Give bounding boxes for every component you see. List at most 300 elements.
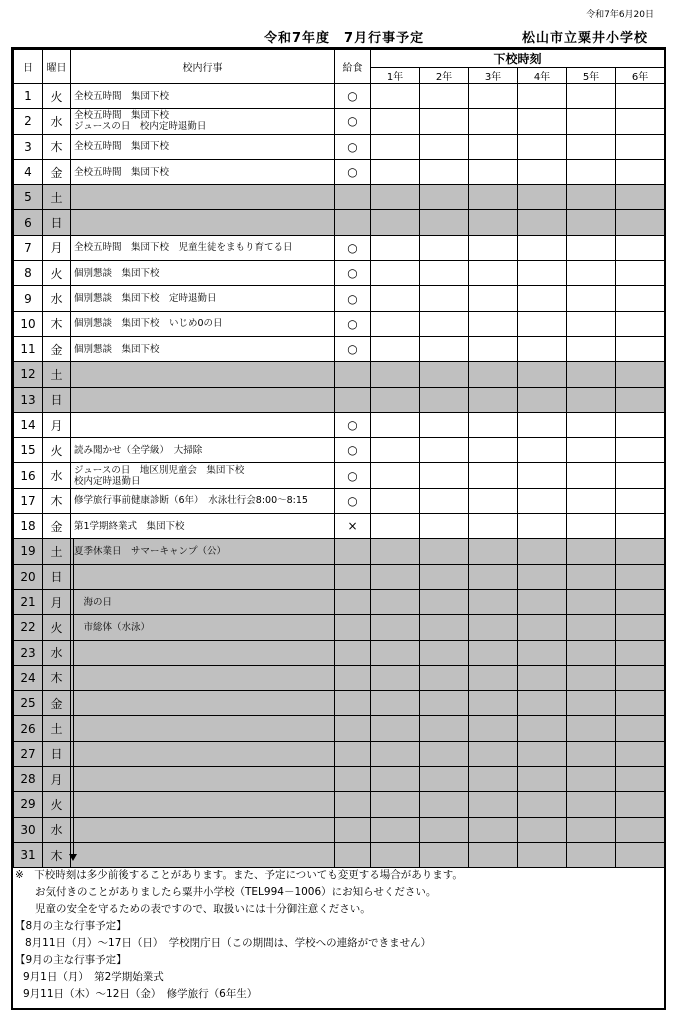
- table-row: [14, 792, 665, 817]
- dismissal-time-cell: [567, 589, 616, 614]
- weekday-cell: 土: [43, 539, 71, 564]
- dismissal-time-cell: [420, 615, 469, 640]
- table-row: [14, 84, 665, 109]
- dismissal-time-cell: [518, 387, 567, 412]
- dismissal-time-cell: [469, 589, 518, 614]
- september-item-1: 9月1日（月） 第2学期始業式: [23, 971, 164, 983]
- dismissal-time-cell: [616, 286, 665, 311]
- event-cell: [71, 463, 335, 488]
- event-cell: [71, 286, 335, 311]
- weekday-cell: 火: [43, 615, 71, 640]
- col-dismissal: 下校時刻: [371, 50, 665, 68]
- dismissal-time-cell: [518, 311, 567, 336]
- event-cell: [71, 792, 335, 817]
- col-grade-3: 3年: [469, 68, 518, 84]
- dismissal-time-cell: [371, 286, 420, 311]
- event-text: 修学旅行事前健康診断（6年） 水泳壮行会8:00～8:15: [74, 495, 308, 507]
- event-cell: [71, 514, 335, 539]
- event-text: 個別懇談 集団下校 定時退勤日: [74, 293, 217, 305]
- dismissal-time-cell: [616, 261, 665, 286]
- dismissal-time-cell: [469, 286, 518, 311]
- dismissal-time-cell: [420, 488, 469, 513]
- day-cell: 13: [14, 387, 43, 412]
- dismissal-time-cell: [616, 741, 665, 766]
- lunch-cell: ○: [335, 412, 371, 437]
- dismissal-time-cell: [616, 336, 665, 361]
- lunch-cell: [335, 589, 371, 614]
- dismissal-time-cell: [469, 362, 518, 387]
- event-text: 市総体（水泳）: [74, 621, 151, 633]
- dismissal-time-cell: [567, 792, 616, 817]
- table-row: [14, 842, 665, 867]
- dismissal-time-cell: [518, 210, 567, 235]
- event-cell: [71, 539, 335, 564]
- dismissal-time-cell: [420, 286, 469, 311]
- dismissal-time-cell: [420, 792, 469, 817]
- lunch-cell: [335, 210, 371, 235]
- dismissal-time-cell: [567, 362, 616, 387]
- event-cell: [71, 336, 335, 361]
- lunch-cell: [335, 842, 371, 867]
- dismissal-time-cell: [420, 109, 469, 134]
- table-row: [14, 159, 665, 184]
- event-cell: [71, 842, 335, 867]
- dismissal-time-cell: [469, 539, 518, 564]
- dismissal-time-cell: [420, 159, 469, 184]
- dismissal-time-cell: [371, 159, 420, 184]
- lunch-cell: ○: [335, 261, 371, 286]
- lunch-cell: [335, 539, 371, 564]
- dismissal-time-cell: [371, 514, 420, 539]
- lunch-cell: [335, 817, 371, 842]
- dismissal-time-cell: [518, 514, 567, 539]
- dismissal-time-cell: [567, 514, 616, 539]
- dismissal-time-cell: [371, 185, 420, 210]
- event-text: ジュースの日 地区別児童会 集団下校: [74, 464, 245, 476]
- dismissal-time-cell: [469, 767, 518, 792]
- dismissal-time-cell: [371, 463, 420, 488]
- dismissal-time-cell: [371, 741, 420, 766]
- dismissal-time-cell: [518, 665, 567, 690]
- weekday-cell: 土: [43, 362, 71, 387]
- dismissal-time-cell: [616, 109, 665, 134]
- dismissal-time-cell: [420, 539, 469, 564]
- weekday-cell: 木: [43, 311, 71, 336]
- issue-date: 令和7年6月20日: [586, 10, 654, 20]
- dismissal-time-cell: [469, 336, 518, 361]
- event-cell: [71, 716, 335, 741]
- day-cell: 16: [14, 463, 43, 488]
- lunch-cell: ○: [335, 235, 371, 260]
- day-cell: 17: [14, 488, 43, 513]
- table-row: [14, 767, 665, 792]
- event-cell: [71, 261, 335, 286]
- dismissal-time-cell: [420, 387, 469, 412]
- dismissal-time-cell: [420, 767, 469, 792]
- dismissal-time-cell: [616, 412, 665, 437]
- september-heading: 【9月の主な行事予定】: [15, 954, 127, 966]
- dismissal-time-cell: [567, 539, 616, 564]
- table-row: [14, 741, 665, 766]
- event-text: 個別懇談 集団下校: [74, 343, 160, 355]
- weekday-cell: 土: [43, 716, 71, 741]
- dismissal-time-cell: [420, 311, 469, 336]
- dismissal-time-cell: [567, 235, 616, 260]
- september-item-2: 9月11日（木）～12日（金） 修学旅行（6年生）: [23, 988, 258, 1000]
- col-grade-5: 5年: [567, 68, 616, 84]
- table-row: [14, 615, 665, 640]
- day-cell: 1: [14, 84, 43, 109]
- dismissal-time-cell: [469, 665, 518, 690]
- dismissal-time-cell: [616, 84, 665, 109]
- table-row: [14, 210, 665, 235]
- day-cell: 14: [14, 412, 43, 437]
- col-grade-4: 4年: [518, 68, 567, 84]
- lunch-cell: ○: [335, 311, 371, 336]
- table-row: [14, 564, 665, 589]
- col-lunch: 給食: [335, 50, 371, 84]
- lunch-cell: [335, 767, 371, 792]
- dismissal-time-cell: [469, 716, 518, 741]
- event-cell: [71, 640, 335, 665]
- table-row: [14, 109, 665, 134]
- event-text: 第1学期終業式 集団下校: [74, 520, 185, 532]
- dismissal-time-cell: [420, 640, 469, 665]
- dismissal-time-cell: [616, 792, 665, 817]
- dismissal-time-cell: [567, 159, 616, 184]
- day-cell: 20: [14, 564, 43, 589]
- holiday-arrow-line: [73, 538, 74, 855]
- lunch-cell: ○: [335, 463, 371, 488]
- day-cell: 23: [14, 640, 43, 665]
- dismissal-time-cell: [518, 261, 567, 286]
- dismissal-time-cell: [371, 84, 420, 109]
- weekday-cell: 水: [43, 109, 71, 134]
- dismissal-time-cell: [616, 615, 665, 640]
- dismissal-time-cell: [420, 514, 469, 539]
- dismissal-time-cell: [371, 336, 420, 361]
- table-row: [14, 412, 665, 437]
- august-item-1: 8月11日（月）～17日（日） 学校閉庁日（この期間は、学校への連絡ができません）: [25, 937, 432, 949]
- dismissal-time-cell: [371, 134, 420, 159]
- school-name: 松山市立粟井小学校: [522, 31, 649, 46]
- event-cell: [71, 665, 335, 690]
- lunch-cell: [335, 716, 371, 741]
- dismissal-time-cell: [518, 235, 567, 260]
- schedule-table: [13, 49, 665, 868]
- lunch-cell: ○: [335, 134, 371, 159]
- day-cell: 24: [14, 665, 43, 690]
- dismissal-time-cell: [567, 564, 616, 589]
- holiday-arrow-head: [69, 854, 77, 861]
- lunch-cell: [335, 640, 371, 665]
- dismissal-time-cell: [371, 615, 420, 640]
- lunch-cell: [335, 741, 371, 766]
- dismissal-time-cell: [469, 261, 518, 286]
- event-text: 全校五時間 集団下校 児童生徒をまもり育てる日: [74, 242, 293, 254]
- event-cell: [71, 362, 335, 387]
- dismissal-time-cell: [567, 691, 616, 716]
- lunch-cell: [335, 792, 371, 817]
- weekday-cell: 火: [43, 438, 71, 463]
- dismissal-time-cell: [469, 134, 518, 159]
- dismissal-time-cell: [420, 438, 469, 463]
- dismissal-time-cell: [616, 134, 665, 159]
- dismissal-time-cell: [616, 640, 665, 665]
- table-row: [14, 488, 665, 513]
- event-cell: [71, 159, 335, 184]
- weekday-cell: 土: [43, 185, 71, 210]
- day-cell: 27: [14, 741, 43, 766]
- weekday-cell: 金: [43, 514, 71, 539]
- dismissal-time-cell: [371, 311, 420, 336]
- dismissal-time-cell: [616, 539, 665, 564]
- dismissal-time-cell: [371, 210, 420, 235]
- dismissal-time-cell: [420, 412, 469, 437]
- dismissal-time-cell: [371, 640, 420, 665]
- event-cell: [71, 185, 335, 210]
- dismissal-time-cell: [469, 84, 518, 109]
- dismissal-time-cell: [469, 792, 518, 817]
- event-cell: [71, 438, 335, 463]
- dismissal-time-cell: [518, 84, 567, 109]
- dismissal-time-cell: [420, 691, 469, 716]
- dismissal-time-cell: [567, 615, 616, 640]
- weekday-cell: 木: [43, 488, 71, 513]
- dismissal-time-cell: [469, 311, 518, 336]
- page-title: 令和7年度 7月行事予定: [264, 31, 425, 46]
- dismissal-time-cell: [616, 210, 665, 235]
- weekday-cell: 日: [43, 741, 71, 766]
- dismissal-time-cell: [518, 286, 567, 311]
- dismissal-time-cell: [469, 463, 518, 488]
- dismissal-time-cell: [518, 336, 567, 361]
- dismissal-time-cell: [371, 792, 420, 817]
- dismissal-time-cell: [469, 488, 518, 513]
- table-row: [14, 235, 665, 260]
- event-cell: [71, 488, 335, 513]
- dismissal-time-cell: [567, 488, 616, 513]
- dismissal-time-cell: [616, 311, 665, 336]
- dismissal-time-cell: [420, 665, 469, 690]
- dismissal-time-cell: [371, 488, 420, 513]
- dismissal-time-cell: [469, 564, 518, 589]
- dismissal-time-cell: [518, 817, 567, 842]
- table-row: [14, 589, 665, 614]
- weekday-cell: 月: [43, 412, 71, 437]
- dismissal-time-cell: [420, 564, 469, 589]
- dismissal-time-cell: [518, 109, 567, 134]
- dismissal-time-cell: [469, 185, 518, 210]
- dismissal-time-cell: [567, 336, 616, 361]
- weekday-cell: 金: [43, 691, 71, 716]
- note-line-1: ※ 下校時刻は多少前後することがあります。また、予定についても変更する場合があります。: [15, 869, 463, 881]
- dismissal-time-cell: [567, 716, 616, 741]
- dismissal-time-cell: [616, 362, 665, 387]
- dismissal-time-cell: [567, 134, 616, 159]
- dismissal-time-cell: [469, 387, 518, 412]
- table-row: [14, 716, 665, 741]
- table-row: [14, 463, 665, 488]
- dismissal-time-cell: [567, 665, 616, 690]
- dismissal-time-cell: [518, 412, 567, 437]
- dismissal-time-cell: [518, 741, 567, 766]
- note-line-3: 児童の安全を守るための表ですので、取扱いには十分御注意ください。: [35, 903, 371, 915]
- day-cell: 28: [14, 767, 43, 792]
- event-text: 読み聞かせ（全学級） 大掃除: [74, 444, 203, 456]
- dismissal-time-cell: [469, 235, 518, 260]
- weekday-cell: 水: [43, 817, 71, 842]
- table-row: [14, 336, 665, 361]
- lunch-cell: ○: [335, 159, 371, 184]
- event-text: 全校五時間 集団下校: [74, 166, 170, 178]
- dismissal-time-cell: [371, 438, 420, 463]
- col-events: 校内行事: [71, 50, 335, 84]
- event-cell: [71, 210, 335, 235]
- dismissal-time-cell: [616, 842, 665, 867]
- event-cell: [71, 134, 335, 159]
- weekday-cell: 水: [43, 463, 71, 488]
- lunch-cell: [335, 564, 371, 589]
- day-cell: 30: [14, 817, 43, 842]
- col-grade-1: 1年: [371, 68, 420, 84]
- col-weekday: 曜日: [43, 50, 71, 84]
- dismissal-time-cell: [567, 210, 616, 235]
- day-cell: 22: [14, 615, 43, 640]
- dismissal-time-cell: [616, 691, 665, 716]
- event-cell: [71, 387, 335, 412]
- dismissal-time-cell: [420, 716, 469, 741]
- dismissal-time-cell: [420, 589, 469, 614]
- dismissal-time-cell: [567, 767, 616, 792]
- day-cell: 31: [14, 842, 43, 867]
- day-cell: 25: [14, 691, 43, 716]
- dismissal-time-cell: [469, 210, 518, 235]
- table-row: [14, 640, 665, 665]
- dismissal-time-cell: [616, 564, 665, 589]
- weekday-cell: 木: [43, 665, 71, 690]
- dismissal-time-cell: [518, 539, 567, 564]
- dismissal-time-cell: [371, 261, 420, 286]
- day-cell: 26: [14, 716, 43, 741]
- table-row: [14, 134, 665, 159]
- dismissal-time-cell: [371, 665, 420, 690]
- event-text: 全校五時間 集団下校: [74, 141, 170, 153]
- weekday-cell: 火: [43, 792, 71, 817]
- dismissal-time-cell: [518, 159, 567, 184]
- dismissal-time-cell: [567, 84, 616, 109]
- dismissal-time-cell: [518, 691, 567, 716]
- day-cell: 12: [14, 362, 43, 387]
- dismissal-time-cell: [371, 412, 420, 437]
- event-text: 夏季休業日 サマーキャンプ（公）: [74, 545, 227, 557]
- dismissal-time-cell: [567, 286, 616, 311]
- event-text: 全校五時間 集団下校: [74, 110, 170, 122]
- weekday-cell: 日: [43, 564, 71, 589]
- event-text: 個別懇談 集団下校 いじめ0の日: [74, 318, 223, 330]
- dismissal-time-cell: [371, 716, 420, 741]
- day-cell: 8: [14, 261, 43, 286]
- dismissal-time-cell: [567, 387, 616, 412]
- col-grade-6: 6年: [616, 68, 665, 84]
- dismissal-time-cell: [469, 615, 518, 640]
- dismissal-time-cell: [420, 134, 469, 159]
- day-cell: 19: [14, 539, 43, 564]
- table-row: [14, 539, 665, 564]
- dismissal-time-cell: [567, 412, 616, 437]
- lunch-cell: [335, 615, 371, 640]
- weekday-cell: 日: [43, 387, 71, 412]
- lunch-cell: [335, 185, 371, 210]
- weekday-cell: 火: [43, 84, 71, 109]
- col-grade-2: 2年: [420, 68, 469, 84]
- dismissal-time-cell: [371, 842, 420, 867]
- schedule-rows: [14, 84, 665, 868]
- event-cell: [71, 564, 335, 589]
- dismissal-time-cell: [616, 767, 665, 792]
- weekday-cell: 木: [43, 134, 71, 159]
- day-cell: 2: [14, 109, 43, 134]
- dismissal-time-cell: [567, 817, 616, 842]
- table-row: [14, 311, 665, 336]
- weekday-cell: 金: [43, 159, 71, 184]
- dismissal-time-cell: [420, 261, 469, 286]
- lunch-cell: [335, 665, 371, 690]
- day-cell: 21: [14, 589, 43, 614]
- schedule-sheet: [11, 47, 666, 1010]
- event-text: 海の日: [74, 596, 113, 608]
- event-cell: [71, 615, 335, 640]
- dismissal-time-cell: [420, 235, 469, 260]
- dismissal-time-cell: [518, 463, 567, 488]
- day-cell: 18: [14, 514, 43, 539]
- weekday-cell: 水: [43, 640, 71, 665]
- dismissal-time-cell: [371, 564, 420, 589]
- weekday-cell: 水: [43, 286, 71, 311]
- dismissal-time-cell: [371, 817, 420, 842]
- event-cell: [71, 311, 335, 336]
- dismissal-time-cell: [469, 109, 518, 134]
- dismissal-time-cell: [371, 691, 420, 716]
- event-cell: [71, 767, 335, 792]
- dismissal-time-cell: [518, 792, 567, 817]
- day-cell: 7: [14, 235, 43, 260]
- dismissal-time-cell: [371, 589, 420, 614]
- day-cell: 15: [14, 438, 43, 463]
- dismissal-time-cell: [616, 817, 665, 842]
- dismissal-time-cell: [469, 514, 518, 539]
- day-cell: 4: [14, 159, 43, 184]
- dismissal-time-cell: [567, 463, 616, 488]
- dismissal-time-cell: [518, 716, 567, 741]
- dismissal-time-cell: [469, 412, 518, 437]
- dismissal-time-cell: [469, 691, 518, 716]
- dismissal-time-cell: [518, 134, 567, 159]
- weekday-cell: 金: [43, 336, 71, 361]
- dismissal-time-cell: [469, 438, 518, 463]
- table-row: [14, 665, 665, 690]
- table-row: [14, 362, 665, 387]
- dismissal-time-cell: [420, 817, 469, 842]
- dismissal-time-cell: [420, 842, 469, 867]
- dismissal-time-cell: [420, 210, 469, 235]
- dismissal-time-cell: [616, 716, 665, 741]
- event-text: 個別懇談 集団下校: [74, 267, 160, 279]
- dismissal-time-cell: [567, 842, 616, 867]
- event-cell: [71, 109, 335, 134]
- dismissal-time-cell: [371, 109, 420, 134]
- event-cell: [71, 412, 335, 437]
